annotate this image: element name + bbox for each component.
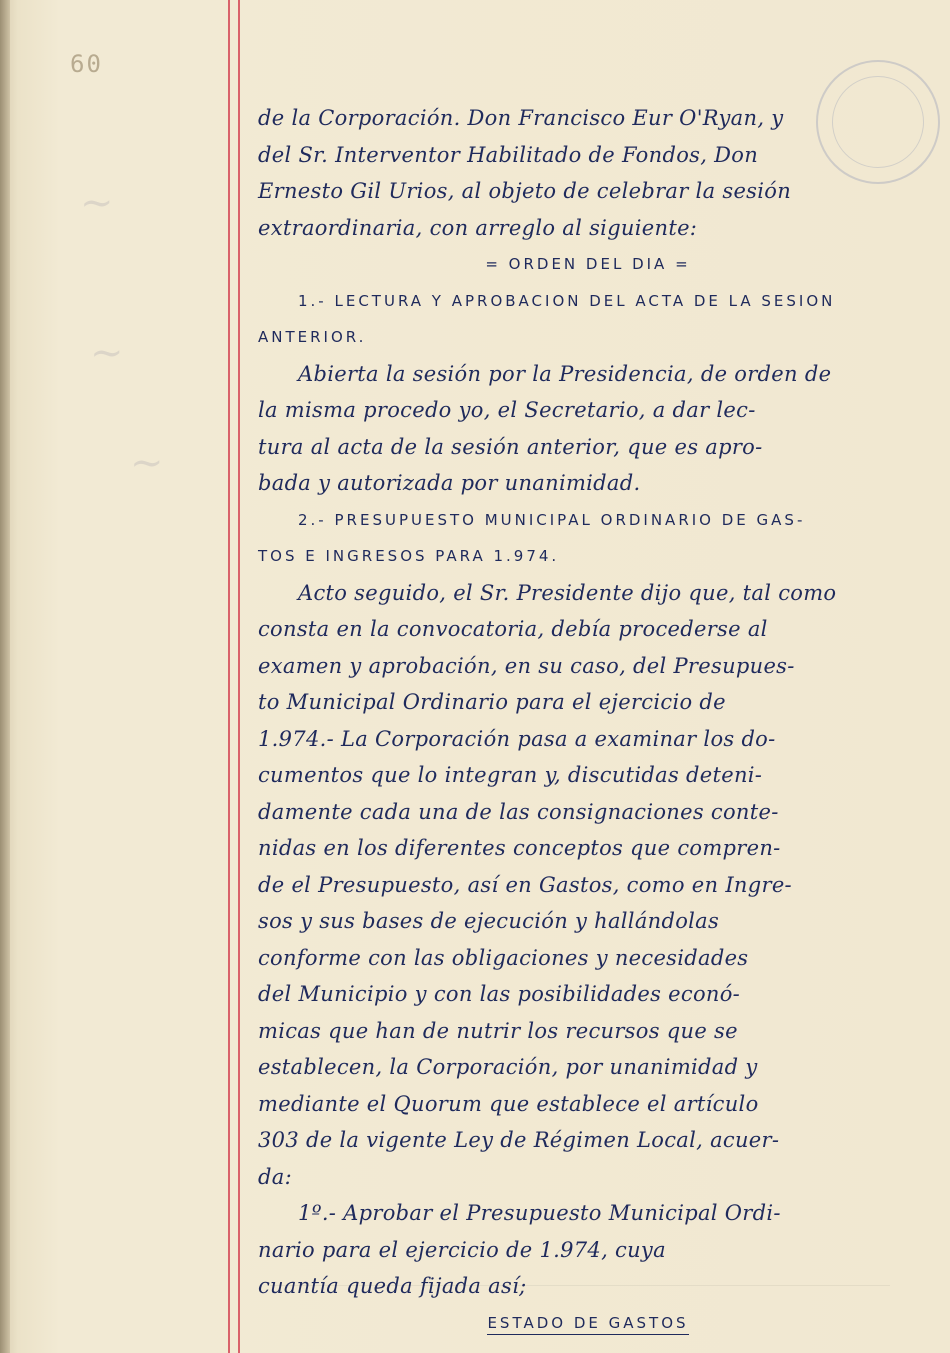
text-line: Abierta la sesión por la Presidencia, de orden de (298, 361, 832, 386)
page-number: 60 (70, 50, 103, 78)
text-line: 1.974.- La Corporación pasa a examinar los do- (258, 726, 776, 751)
bleed-through-signature: ~ (130, 440, 164, 486)
text-line: micas que han de nutrir los recursos que se (258, 1018, 738, 1043)
text-line: extraordinaria, con arreglo al siguiente: (258, 215, 698, 240)
margin-rule (228, 0, 230, 1353)
page-binding (0, 0, 10, 1353)
text-line: sos y sus bases de ejecución y hallándolas (258, 909, 720, 933)
estado-de-gastos-label: ESTADO DE GASTOS (487, 1314, 688, 1335)
section-heading-orden-del-dia: = ORDEN DEL DIA = (485, 255, 691, 273)
text-line: examen y aprobación, en su caso, del Presupues- (258, 653, 795, 678)
text-line: Acto seguido, el Sr. Presidente dijo que, tal como (298, 580, 837, 605)
text-line: de la Corporación. Don Francisco Eur O'Ryan, y (258, 106, 784, 130)
text-line: da: (258, 1164, 292, 1189)
handwritten-text-block (258, 100, 918, 1341)
bleed-through-signature: ~ (80, 180, 114, 226)
section-heading-estado-de-gastos (258, 1305, 918, 1342)
text-line: del Municipio y con las posibilidades econó- (258, 982, 741, 1006)
text-line: bada y autorizada por unanimidad. (258, 471, 641, 495)
text-line: de el Presupuesto, así en Gastos, como en Ingre- (258, 872, 792, 897)
text-line: 1º.- Aprobar el Presupuesto Municipal Ordi- (298, 1201, 781, 1225)
agenda-item-1-heading: 1.- LECTURA Y APROBACION DEL ACTA DE LA SESION (298, 291, 836, 310)
agenda-item-1-heading-cont: ANTERIOR. (258, 328, 367, 346)
text-line: conforme con las obligaciones y necesidades (258, 945, 749, 970)
text-line: damente cada una de las consignaciones conte- (258, 799, 779, 824)
text-line: cumentos que lo integran y, discutidas deteni- (258, 763, 763, 787)
margin-rule (238, 0, 240, 1353)
text-line: consta en la convocatoria, debía procederse al (258, 617, 768, 641)
text-line: nidas en los diferentes conceptos que compren- (258, 836, 781, 860)
text-line: to Municipal Ordinario para el ejercicio de (258, 690, 726, 714)
bleed-through-signature: ~ (90, 330, 124, 376)
text-line: Ernesto Gil Urios, al objeto de celebrar la sesión (258, 179, 792, 203)
text-line: nario para el ejercicio de 1.974, cuya (258, 1237, 666, 1262)
text-line: establecen, la Corporación, por unanimidad y (258, 1055, 758, 1079)
text-line: cuantía queda fijada así; (258, 1274, 527, 1298)
text-line: la misma procedo yo, el Secretario, a dar lec- (258, 398, 756, 422)
agenda-item-2-heading: 2.- PRESUPUESTO MUNICIPAL ORDINARIO DE GAS- (298, 510, 806, 529)
bottom-rule (270, 1285, 890, 1286)
text-line: del Sr. Interventor Habilitado de Fondos, Don (258, 142, 759, 167)
text-line: 303 de la vigente Ley de Régimen Local, acuer- (258, 1128, 780, 1152)
agenda-item-2-heading-cont: TOS E INGRESOS PARA 1.974. (258, 547, 560, 565)
text-line: mediante el Quorum que establece el artículo (258, 1091, 759, 1116)
text-line: tura al acta de la sesión anterior, que es apro- (258, 434, 763, 459)
